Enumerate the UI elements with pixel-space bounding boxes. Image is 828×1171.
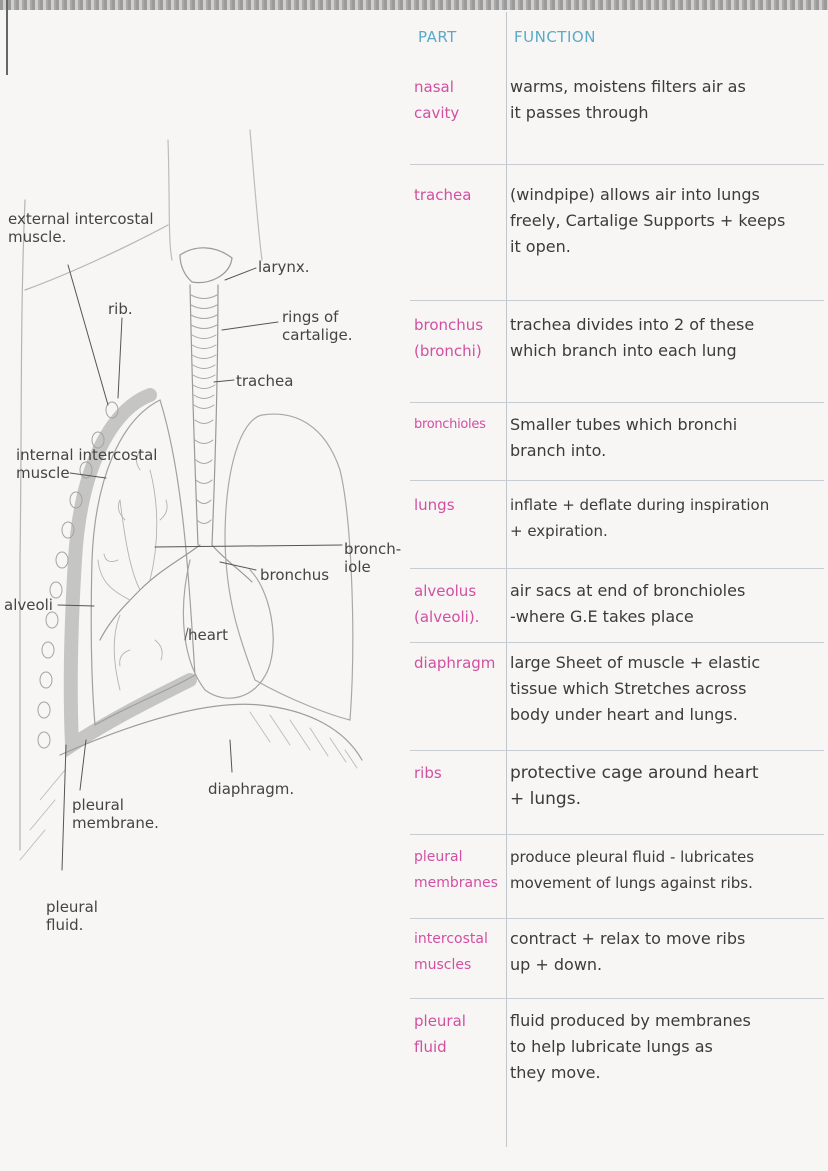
row-divider (410, 642, 824, 643)
part-function-table (410, 12, 824, 1162)
row-function: (windpipe) allows air into lungs freely, Cartalige Supports + keeps it open. (510, 185, 786, 256)
label-bronchus: bronchus (260, 566, 330, 584)
row-part: alveolus (alveoli). (414, 582, 480, 626)
row-function: Smaller tubes which bronchi branch into. (510, 415, 738, 460)
row-part: bronchioles (414, 417, 486, 432)
right-bronchus (212, 545, 252, 582)
row-part: trachea (414, 186, 472, 204)
row-divider (410, 164, 824, 165)
row-function: warms, moistens filters air as it passes through (510, 77, 746, 122)
respiratory-system-diagram (0, 0, 410, 1000)
header-part: PART (418, 28, 457, 46)
label-internal-intercostal-muscle: internal intercostal muscle (16, 446, 158, 482)
row-function: produce pleural fluid - lubricates movement of lungs against ribs. (510, 848, 755, 892)
row-divider (410, 918, 824, 919)
row-function: contract + relax to move ribs up + down. (510, 929, 746, 974)
row-part: lungs (414, 496, 455, 514)
row-part: bronchus (bronchi) (414, 316, 484, 360)
row-part: intercostal muscles (414, 931, 488, 973)
row-divider (410, 480, 824, 481)
row-part: pleural fluid (414, 1012, 466, 1056)
neck-right (250, 130, 262, 260)
row-divider (410, 998, 824, 999)
trachea-right (212, 285, 218, 545)
body-outline (20, 200, 25, 850)
row-part: diaphragm (414, 654, 496, 672)
row-divider (410, 750, 824, 751)
neck-left (168, 140, 172, 260)
bronchiole-branches (98, 450, 167, 690)
row-divider (410, 834, 824, 835)
trachea-left (190, 285, 198, 545)
row-function: protective cage around heart + lungs. (510, 763, 759, 809)
label-alveoli: alveoli (4, 596, 53, 614)
label-pleural-membrane: pleural membrane. (72, 796, 159, 832)
row-part: ribs (414, 764, 442, 782)
row-divider (410, 300, 824, 301)
column-divider (506, 12, 507, 1147)
row-function: trachea divides into 2 of these which branch into each lung (510, 315, 755, 360)
row-function: fluid produced by membranes to help lubricate lungs as they move. (510, 1011, 751, 1082)
label-bronchiole: bronch- iole (344, 540, 402, 576)
label-trachea: trachea (236, 372, 294, 390)
row-function: air sacs at end of bronchioles -where G.E takes place (510, 581, 746, 626)
larynx-shape (180, 248, 232, 283)
label-heart: heart (188, 626, 228, 644)
row-divider (410, 402, 824, 403)
label-rib: rib. (108, 300, 133, 318)
row-function: large Sheet of muscle + elastic tissue which Stretches across body under heart and lungs. (510, 653, 761, 724)
row-divider (410, 568, 824, 569)
cartilage-rings (191, 295, 217, 524)
row-part: nasal cavity (414, 78, 460, 122)
header-function: FUNCTION (514, 28, 596, 46)
label-larynx: larynx. (258, 258, 310, 276)
label-pleural-fluid: pleural fluid. (46, 898, 98, 934)
label-rings-of-cartilage: rings of cartalige. (282, 308, 353, 344)
diagram-drawing (0, 0, 410, 1000)
row-part: pleural membranes (414, 849, 498, 891)
label-external-intercostal-muscle: external intercostal muscle. (8, 210, 154, 246)
label-diaphragm: diaphragm. (208, 780, 295, 798)
row-function: inflate + deflate during inspiration + expiration. (510, 496, 770, 540)
